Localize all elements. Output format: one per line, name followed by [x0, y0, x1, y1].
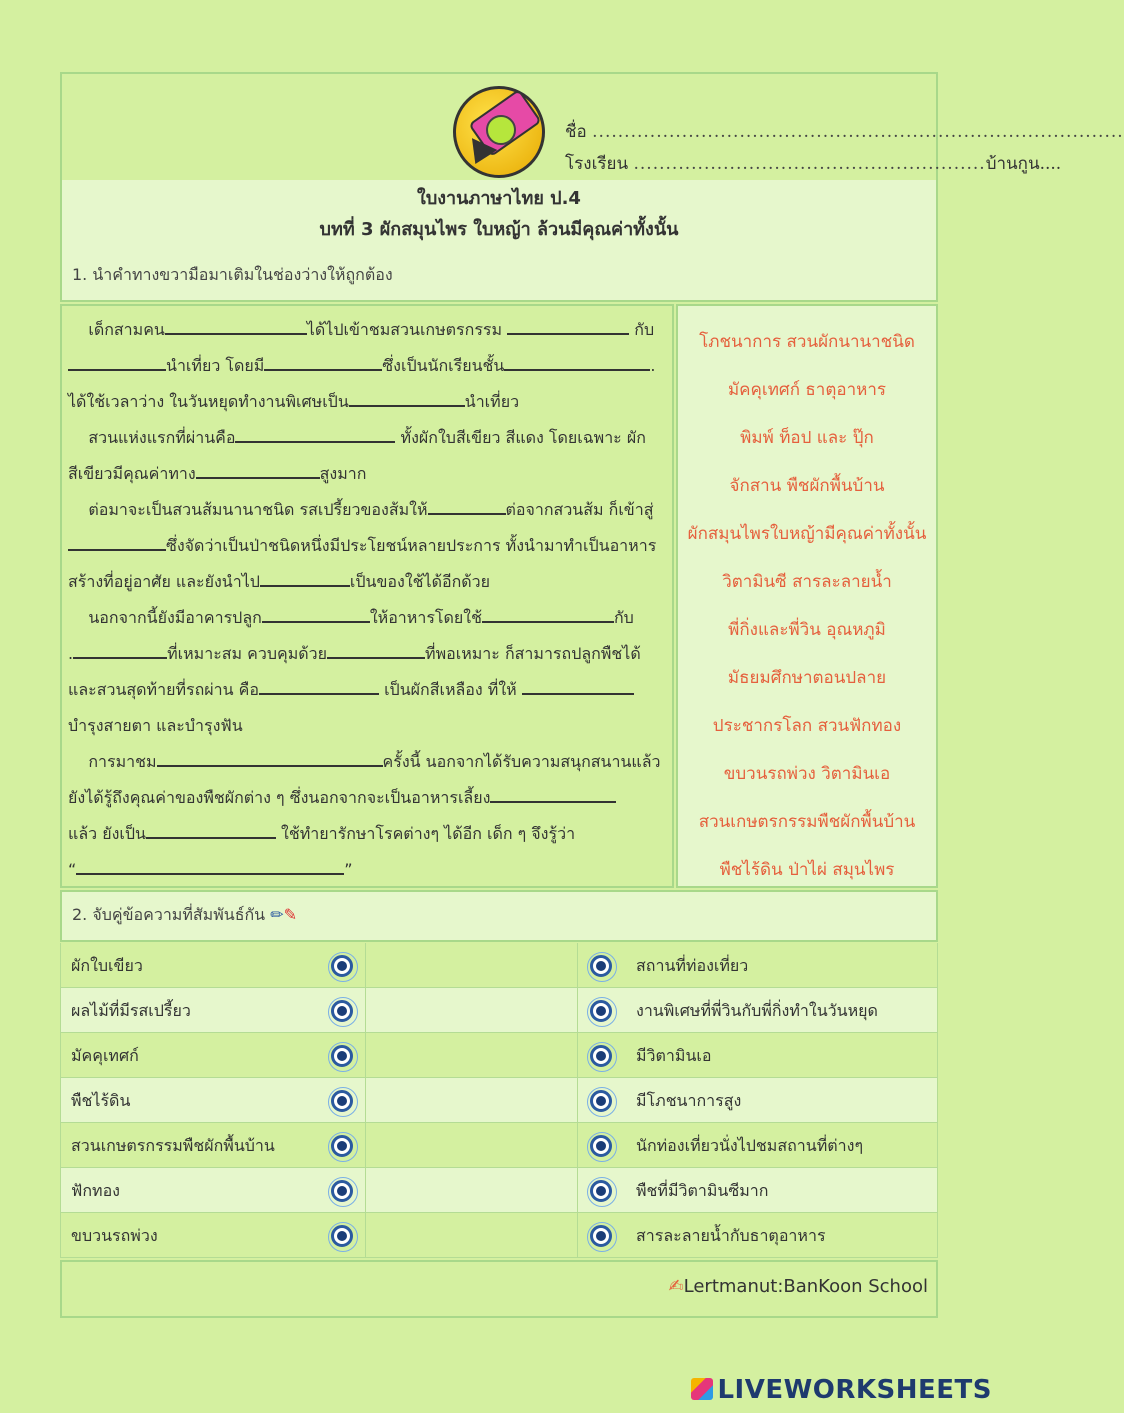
passage-line-7: ซึ่งจัดว่าเป็นป่าชนิดหนึ่งมีประโยชน์หลายประการ ทั้งนำมาทำเป็นอาหาร [68, 528, 663, 564]
blank-17[interactable] [522, 675, 634, 695]
match-dot-icon[interactable] [331, 1000, 353, 1022]
blank-14[interactable] [73, 639, 167, 659]
liveworksheets-icon [691, 1378, 713, 1400]
match-row [60, 943, 938, 988]
writing-hand-icon: ✍ [668, 1276, 684, 1297]
match-dot-icon[interactable] [590, 1180, 612, 1202]
match-gap-cell [366, 1078, 578, 1123]
match-row [60, 1168, 938, 1213]
match-gap-cell [366, 1213, 578, 1258]
school-value: บ้านกูน.... [985, 154, 1062, 174]
passage-line-8: สร้างที่อยู่อาศัย และยังนำไป เป็นของใช้ได้อีกด้วย [68, 564, 663, 600]
match-right-cell [578, 988, 938, 1033]
passage-line-3: ได้ใช้เวลาว่าง ในวันหยุดทำงานพิเศษเป็น นำเที่ยว [68, 384, 663, 420]
blank-21[interactable] [76, 855, 344, 875]
match-gap-cell [366, 943, 578, 988]
credit-line [669, 1276, 928, 1297]
word-bank-row: ประชากรโลก สวนฟักทอง [712, 716, 902, 736]
blank-1[interactable] [165, 315, 307, 335]
match-gap-cell [366, 1168, 578, 1213]
passage-line-10: . ที่เหมาะสม ควบคุมด้วย ที่พอเหมาะ ก็สามารถปลูกพืชได้ [68, 636, 663, 672]
match-right-cell [578, 1078, 938, 1123]
blank-3[interactable] [68, 351, 166, 371]
match-left-cell [60, 988, 366, 1033]
match-row [60, 1033, 938, 1078]
crayon-icon: ✎ [283, 905, 297, 924]
match-dot-icon[interactable] [590, 1000, 612, 1022]
blank-7[interactable] [235, 423, 395, 443]
passage-line-5: สีเขียวมีคุณค่าทาง สูงมาก [68, 456, 663, 492]
match-right-cell [578, 1168, 938, 1213]
name-field [565, 118, 1124, 145]
passage-line-11: และสวนสุดท้ายที่รถผ่าน คือ เป็นผักสีเหลือง ที่ให้ [68, 672, 663, 708]
match-right-text: สถานที่ท่องเที่ยว [636, 956, 749, 975]
match-dot-icon[interactable] [331, 1180, 353, 1202]
match-left-text: ฟักทอง [71, 1181, 120, 1200]
school-label: โรงเรียน [565, 154, 629, 174]
passage-line-2: นำเที่ยว โดยมี ซึ่งเป็นนักเรียนชั้น . [68, 348, 663, 384]
match-left-text: ผักใบเขียว [71, 956, 143, 975]
match-left-cell [60, 943, 366, 988]
fill-in-passage [68, 312, 663, 888]
passage-line-16: “ ” [68, 852, 663, 888]
passage-line-1: เด็กสามคน ได้ไปเข้าชมสวนเกษตรกรรม กับ [68, 312, 663, 348]
blank-8[interactable] [196, 459, 320, 479]
passage-line-14: ยังได้รู้ถึงคุณค่าของพืชผักต่าง ๆ ซึ่งนอกจากจะเป็นอาหารเลี้ยง [68, 780, 663, 816]
school-field [565, 150, 1062, 177]
match-left-text: สวนเกษตรกรรมพืชผักพื้นบ้าน [71, 1136, 275, 1155]
passage-line-12: บำรุงสายตา และบำรุงฟัน [68, 716, 243, 735]
match-right-text: สารละลายน้ำกับธาตุอาหาร [636, 1226, 826, 1245]
school-dots: ....................................................... [633, 154, 986, 174]
word-bank-row: ผักสมุนไพรใบหญ้ามีคุณค่าทั้งนั้น [687, 524, 927, 544]
match-right-text: มีโภชนาการสูง [636, 1091, 742, 1110]
match-left-text: ขบวนรถพ่วง [71, 1226, 158, 1245]
word-bank-row: พืชไร้ดิน ป่าไผ่ สมุนไพร [719, 860, 895, 880]
question1-instruction: 1. นำคำทางขวามือมาเติมในช่องว่างให้ถูกต้อง [72, 265, 393, 284]
blank-5[interactable] [504, 351, 650, 371]
credit-text: Lertmanut:BanKoon School [683, 1276, 928, 1297]
worksheet-title: ใบงานภาษาไทย ป.4 [417, 188, 581, 209]
match-dot-icon[interactable] [331, 955, 353, 977]
blank-16[interactable] [259, 675, 379, 695]
match-row [60, 988, 938, 1033]
blank-15[interactable] [327, 639, 425, 659]
blank-2[interactable] [507, 315, 629, 335]
match-gap-cell [366, 988, 578, 1033]
word-bank-row: วิตามินซี สารละลายน้ำ [722, 572, 892, 592]
pencil-icon: ✏ [270, 905, 284, 924]
pencil-flower-logo-icon [453, 86, 545, 178]
lesson-title: บทที่ 3 ผักสมุนไพร ใบหญ้า ล้วนมีคุณค่าทั้งนั้น [319, 219, 679, 240]
blank-4[interactable] [264, 351, 382, 371]
match-dot-icon[interactable] [590, 1135, 612, 1157]
match-row [60, 1078, 938, 1123]
blank-10[interactable] [68, 531, 166, 551]
passage-line-6: ต่อมาจะเป็นสวนส้มนานาชนิด รสเปรี้ยวของส้มให้ ต่อจากสวนส้ม ก็เข้าสู่ [68, 492, 663, 528]
match-dot-icon[interactable] [590, 1045, 612, 1067]
match-left-text: มัคคุเทศก์ [71, 1046, 139, 1065]
match-row [60, 1213, 938, 1258]
match-row [60, 1123, 938, 1168]
blank-13[interactable] [482, 603, 614, 623]
match-left-cell [60, 1078, 366, 1123]
match-gap-cell [366, 1123, 578, 1168]
match-right-cell [578, 943, 938, 988]
match-dot-icon[interactable] [590, 1090, 612, 1112]
match-dot-icon[interactable] [331, 1135, 353, 1157]
match-dot-icon[interactable] [331, 1045, 353, 1067]
blank-12[interactable] [262, 603, 370, 623]
match-right-text: พืชที่มีวิตามินซีมาก [636, 1181, 769, 1200]
passage-line-13: การมาชม ครั้งนี้ นอกจากได้รับความสนุกสนานแล้ว [68, 744, 663, 780]
word-bank-row: พิมพ์ ท็อป และ ปุ๊ก [740, 428, 874, 448]
match-dot-icon[interactable] [590, 955, 612, 977]
match-dot-icon[interactable] [590, 1225, 612, 1247]
match-right-text: มีวิตามินเอ [636, 1046, 712, 1065]
passage-line-4: สวนแห่งแรกที่ผ่านคือ ทั้งผักใบสีเขียว สีแดง โดยเฉพาะ ผัก [68, 420, 663, 456]
word-bank-row: พี่กิ่งและพี่วิน อุณหภูมิ [728, 620, 886, 640]
blank-20[interactable] [146, 819, 276, 839]
word-bank-row: สวนเกษตรกรรมพืชผักพื้นบ้าน [698, 812, 916, 832]
match-left-cell [60, 1168, 366, 1213]
match-left-cell [60, 1213, 366, 1258]
match-dot-icon[interactable] [331, 1090, 353, 1112]
blank-6[interactable] [349, 387, 465, 407]
match-dot-icon[interactable] [331, 1225, 353, 1247]
match-left-text: ผลไม้ที่มีรสเปรี้ยว [71, 1001, 191, 1020]
blank-11[interactable] [260, 567, 350, 587]
match-right-cell [578, 1033, 938, 1078]
name-dots: ................................................................................... [592, 122, 1124, 142]
liveworksheets-logo[interactable]: LIVEWORKSHEETS [691, 1375, 992, 1405]
match-gap-cell [366, 1033, 578, 1078]
name-label: ชื่อ [565, 122, 587, 142]
blank-18[interactable] [157, 747, 383, 767]
match-right-text: นักท่องเที่ยวนั่งไปชมสถานที่ต่างๆ [636, 1136, 864, 1155]
blank-19[interactable] [490, 783, 616, 803]
word-bank-row: โภชนาการ สวนผักนานาชนิด [699, 332, 915, 352]
word-bank-row: มัคคุเทศก์ ธาตุอาหาร [727, 380, 887, 400]
word-bank [678, 318, 936, 894]
match-left-text: พืชไร้ดิน [71, 1091, 131, 1110]
passage-line-15: แล้ว ยังเป็น ใช้ทำยารักษาโรคต่างๆ ได้อีก เด็ก ๆ จึงรู้ว่า [68, 816, 663, 852]
match-left-cell [60, 1033, 366, 1078]
word-bank-row: จักสาน พืชผักพื้นบ้าน [729, 476, 885, 496]
match-right-text: งานพิเศษที่พี่วินกับพี่กิ่งทำในวันหยุด [636, 1001, 878, 1020]
blank-9[interactable] [428, 495, 506, 515]
question2-instruction: 2. จับคู่ข้อความที่สัมพันธ์กัน ✏✎ [72, 905, 297, 924]
match-right-cell [578, 1213, 938, 1258]
word-bank-row: ขบวนรถพ่วง วิตามินเอ [723, 764, 891, 784]
passage-line-9: นอกจากนี้ยังมีอาคารปลูก ให้อาหารโดยใช้ กับ [68, 600, 663, 636]
match-left-cell [60, 1123, 366, 1168]
word-bank-row: มัธยมศึกษาตอนปลาย [727, 668, 887, 688]
match-right-cell [578, 1123, 938, 1168]
